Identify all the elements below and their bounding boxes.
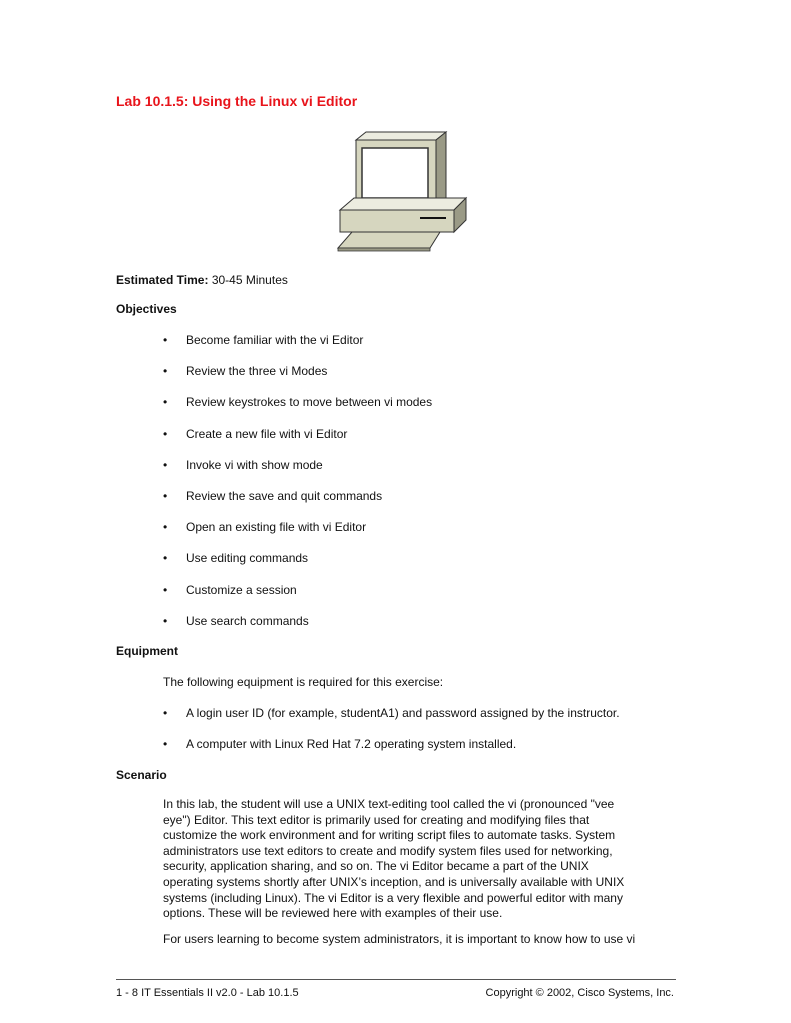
bullet-dot: • xyxy=(163,489,168,503)
bullet-dot: • xyxy=(163,364,168,379)
bullet-dot: • xyxy=(163,613,168,628)
lab-title: Lab 10.1.5: Using the Linux vi Editor xyxy=(116,93,358,109)
footer-divider xyxy=(116,979,676,980)
bullet-text: A computer with Linux Red Hat 7.2 operating system installed. xyxy=(186,737,517,751)
bullet-dot: • xyxy=(163,395,168,410)
bullet-text: Customize a session xyxy=(186,582,297,597)
bullet-dot: • xyxy=(163,551,168,566)
footer-left: 1 - 8 IT Essentials II v2.0 - Lab 10.1.5 xyxy=(116,987,299,999)
scenario-line: options. These will be reviewed here with examples of their use. xyxy=(163,906,503,921)
bullet-dot: • xyxy=(163,520,168,535)
bullet-text: Invoke vi with show mode xyxy=(186,457,323,472)
bullet-text: Review the three vi Modes xyxy=(186,364,328,379)
scenario-line: administrators use text editors to create and modify system files used for networking, xyxy=(163,843,613,858)
bullet-dot: • xyxy=(163,457,168,472)
bullet-text: Use search commands xyxy=(186,613,309,628)
scenario-line: customize the work environment and for writing script files to automate tasks. System xyxy=(163,828,616,843)
scenario-line: security, application sharing, and so on. The vi Editor became a part of the UNIX xyxy=(163,859,589,874)
bullet-dot: • xyxy=(163,426,168,441)
scenario-line: systems (including Linux). The vi Editor is a very flexible and powerful editor with many xyxy=(163,890,623,905)
bullet-text: Review the save and quit commands xyxy=(186,489,383,503)
bullet-text: Use editing commands xyxy=(186,551,309,566)
bullet-text: Create a new file with vi Editor xyxy=(186,426,348,441)
bullet-dot: • xyxy=(163,333,168,347)
bullet-text: Review keystrokes to move between vi modes xyxy=(186,395,433,410)
objectives-heading: Objectives xyxy=(116,302,177,316)
bullet-dot: • xyxy=(163,706,168,720)
estimated-time-label: Estimated Time: xyxy=(116,273,209,287)
estimated-time xyxy=(116,273,288,287)
computer-icon xyxy=(336,130,470,252)
equipment-heading: Equipment xyxy=(116,644,178,658)
estimated-time-value: 30-45 Minutes xyxy=(208,273,288,287)
bullet-text: A login user ID (for example, studentA1) and password assigned by the instructor. xyxy=(186,706,620,720)
scenario-paragraph-2: For users learning to become system administrators, it is important to know how to use vi xyxy=(163,932,636,946)
scenario-heading: Scenario xyxy=(116,768,167,782)
bullet-dot: • xyxy=(163,582,168,597)
scenario-line: eye") Editor. This text editor is primarily used for creating and modifying files that xyxy=(163,812,590,827)
footer-right: Copyright © 2002, Cisco Systems, Inc. xyxy=(485,987,674,999)
bullet-text: Open an existing file with vi Editor xyxy=(186,520,367,535)
scenario-paragraph-1 xyxy=(163,797,624,922)
equipment-intro: The following equipment is required for this exercise: xyxy=(163,675,444,689)
scenario-line: In this lab, the student will use a UNIX text-editing tool called the vi (pronounced "vee xyxy=(163,797,615,811)
bullet-dot: • xyxy=(163,737,168,751)
bullet-text: Become familiar with the vi Editor xyxy=(186,333,364,347)
scenario-line: operating systems shortly after UNIX’s inception, and is universally available with UNIX xyxy=(163,874,625,889)
